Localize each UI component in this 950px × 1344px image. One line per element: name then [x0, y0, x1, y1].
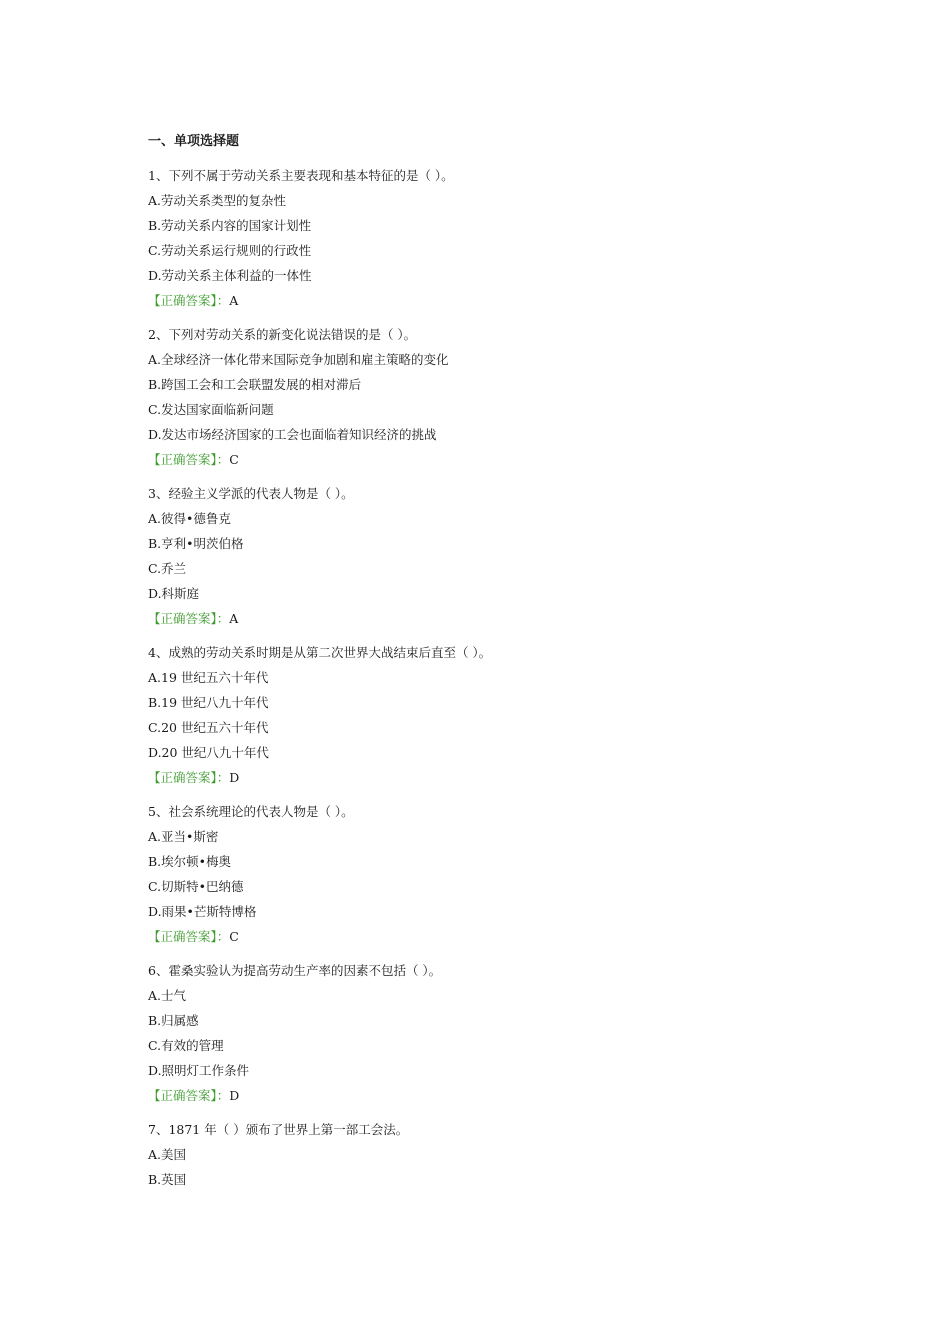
question-stem: 3、经验主义学派的代表人物是（ ）。 — [148, 486, 354, 501]
correct-answer — [148, 606, 828, 631]
answer-option: C.发达国家面临新问题 — [148, 402, 274, 417]
answer-option: B.归属感 — [148, 1013, 199, 1028]
correct-answer-label: 【正确答案】： — [148, 611, 230, 626]
answer-option: A.19 世纪五六十年代 — [148, 670, 269, 685]
question-stem: 4、成熟的劳动关系时期是从第二次世界大战结束后直至（ ）。 — [148, 645, 492, 660]
document-page — [148, 129, 828, 1201]
answer-option: C.20 世纪五六十年代 — [148, 720, 269, 735]
correct-answer — [148, 1083, 828, 1108]
answer-option: A.全球经济一体化带来国际竞争加剧和雇主策略的变化 — [148, 352, 449, 367]
answer-option: B.英国 — [148, 1172, 187, 1187]
question-block — [148, 481, 828, 631]
question-list — [148, 163, 828, 1192]
answer-option: C.劳动关系运行规则的行政性 — [148, 243, 312, 258]
correct-answer — [148, 924, 828, 949]
question-stem: 6、霍桑实验认为提高劳动生产率的因素不包括（ ）。 — [148, 963, 442, 978]
answer-option: A.亚当•斯密 — [148, 829, 219, 844]
answer-option: D.科斯庭 — [148, 586, 200, 601]
section-title: 一、单项选择题 — [148, 134, 240, 149]
correct-answer-label: 【正确答案】： — [148, 929, 230, 944]
correct-answer-label: 【正确答案】： — [148, 770, 230, 785]
answer-option: C.乔兰 — [148, 561, 187, 576]
answer-option: C.有效的管理 — [148, 1038, 224, 1053]
question-block — [148, 163, 828, 313]
answer-option: D.20 世纪八九十年代 — [148, 745, 269, 760]
question-block — [148, 322, 828, 472]
answer-option: A.美国 — [148, 1147, 187, 1162]
answer-option: A.士气 — [148, 988, 187, 1003]
correct-answer-label: 【正确答案】： — [148, 452, 230, 467]
question-block — [148, 640, 828, 790]
answer-option: D.发达市场经济国家的工会也面临着知识经济的挑战 — [148, 427, 437, 442]
answer-option: D.劳动关系主体利益的一体性 — [148, 268, 312, 283]
correct-answer-label: 【正确答案】： — [148, 1088, 230, 1103]
question-block — [148, 1117, 828, 1192]
answer-option: D.雨果•芒斯特博格 — [148, 904, 257, 919]
correct-answer-value: A — [229, 293, 239, 308]
correct-answer — [148, 447, 828, 472]
correct-answer-value: D — [229, 1088, 240, 1103]
answer-option: B.埃尔顿•梅奥 — [148, 854, 232, 869]
correct-answer — [148, 765, 828, 790]
answer-option: C.切斯特•巴纳德 — [148, 879, 244, 894]
correct-answer-label: 【正确答案】： — [148, 293, 230, 308]
correct-answer-value: C — [229, 929, 239, 944]
answer-option: B.亨利•明茨伯格 — [148, 536, 244, 551]
question-block — [148, 958, 828, 1108]
question-stem: 1、下列不属于劳动关系主要表现和基本特征的是（ ）。 — [148, 168, 454, 183]
correct-answer-value: C — [229, 452, 239, 467]
answer-option: A.劳动关系类型的复杂性 — [148, 193, 287, 208]
answer-option: B.跨国工会和工会联盟发展的相对滞后 — [148, 377, 362, 392]
question-stem: 2、下列对劳动关系的新变化说法错误的是（ ）。 — [148, 327, 417, 342]
answer-option: B.劳动关系内容的国家计划性 — [148, 218, 312, 233]
answer-option: B.19 世纪八九十年代 — [148, 695, 269, 710]
correct-answer-value: D — [229, 770, 240, 785]
question-stem: 7、1871 年（ ）颁布了世界上第一部工会法。 — [148, 1122, 409, 1137]
question-block — [148, 799, 828, 949]
question-stem: 5、社会系统理论的代表人物是（ ）。 — [148, 804, 354, 819]
answer-option: D.照明灯工作条件 — [148, 1063, 250, 1078]
correct-answer-value: A — [229, 611, 239, 626]
answer-option: A.彼得•德鲁克 — [148, 511, 231, 526]
correct-answer — [148, 288, 828, 313]
